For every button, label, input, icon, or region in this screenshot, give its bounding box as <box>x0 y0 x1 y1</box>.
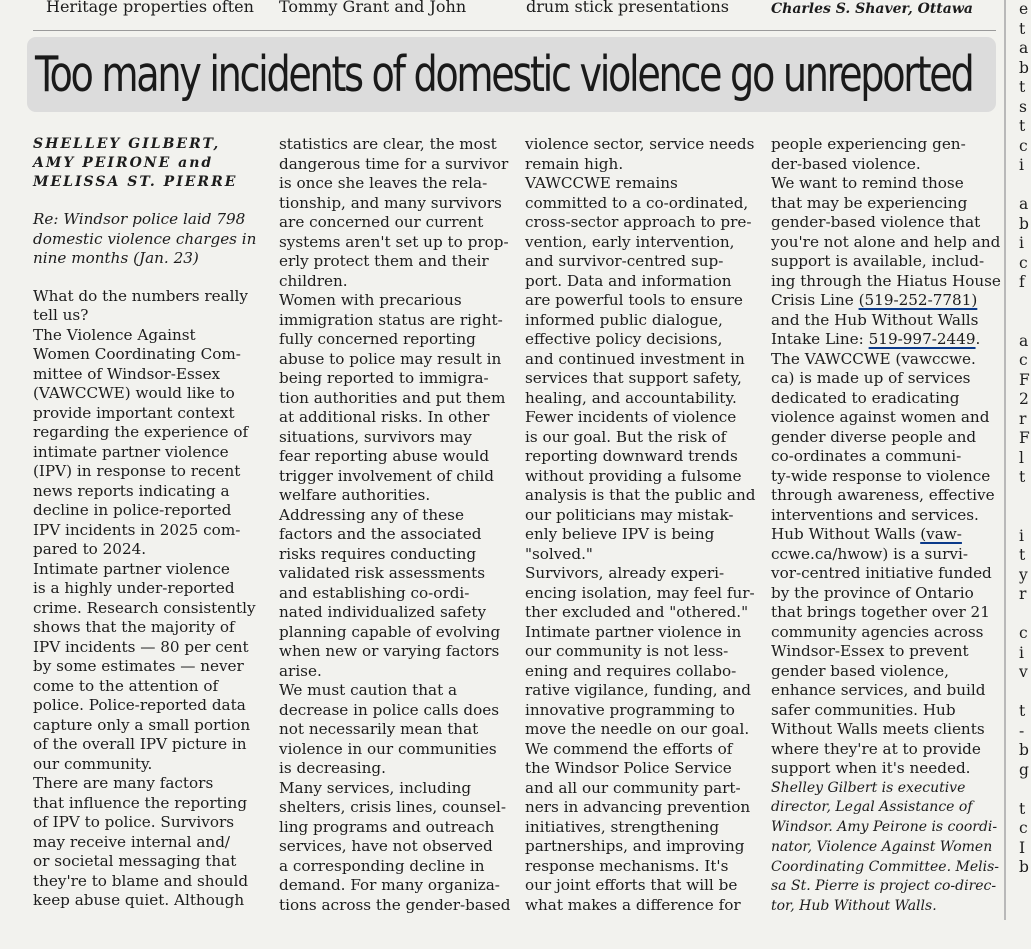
text-line: demand. For many organiza- <box>279 876 500 894</box>
edge-fragment <box>1019 488 1031 508</box>
text-line: healing, and accountability. <box>525 388 737 407</box>
re-note-line: domestic violence charges in <box>33 229 257 248</box>
text-line: welfare authorities. <box>279 486 431 504</box>
text-line: shows that the majority of <box>33 618 235 636</box>
text-line: We must caution that a <box>279 681 458 699</box>
text-line: our community is not less- <box>525 642 729 660</box>
edge-fragment: e <box>1019 0 1029 18</box>
edge-fragment: i <box>1019 156 1024 174</box>
edge-fragment: F <box>1019 370 1030 389</box>
edge-fragment: c <box>1019 624 1028 642</box>
byline <box>33 135 257 192</box>
edge-fragment: a <box>1019 331 1029 350</box>
edge-fragment: b <box>1019 58 1029 77</box>
text-line: community agencies across <box>771 622 984 641</box>
text-line: the Windsor Police Service <box>525 759 732 777</box>
text-line: and all our community part- <box>525 778 741 797</box>
edge-fragment: F <box>1019 429 1030 447</box>
text-line: of IPV to police. Survivors <box>33 813 235 831</box>
text-line: violence sector, service needs <box>525 135 755 153</box>
text-line: enly believe IPV is being <box>525 525 715 543</box>
text-line: keep abuse quiet. Although <box>33 891 245 909</box>
edge-fragment <box>1019 605 1031 625</box>
column-2-text <box>279 135 511 915</box>
text-line: news reports indicating a <box>33 481 230 500</box>
edge-fragment <box>1019 176 1031 196</box>
text-line: ening and requires collabo- <box>525 661 737 680</box>
byline-line: AMY PEIRONE and <box>33 155 214 171</box>
edge-fragment: y <box>1019 565 1028 584</box>
text-line: children. <box>279 271 348 290</box>
edge-fragment: c <box>1019 253 1028 272</box>
text-line: analysis is that the public and <box>525 486 756 504</box>
edge-fragment <box>1019 780 1031 800</box>
text-line: Survivors, already experi- <box>525 564 725 582</box>
text-line: and establishing co-ordi- <box>279 583 470 602</box>
text-line: We commend the efforts of <box>525 739 733 758</box>
edge-fragment: c <box>1019 819 1028 837</box>
text-line: initiatives, strengthening <box>525 817 720 836</box>
text-line: come to the attention of <box>33 676 219 695</box>
text-line: vention, early intervention, <box>525 232 735 251</box>
text-line: gender based violence, <box>771 661 949 680</box>
text-line: support when it's needed. <box>771 759 971 777</box>
text-line: and survivor-centred sup- <box>525 252 724 270</box>
text-line: provide important context <box>33 403 235 422</box>
byline-line: SHELLEY GILBERT, <box>33 136 221 152</box>
text-line: they're to blame and should <box>33 871 249 890</box>
text-line: Fewer incidents of violence <box>525 408 737 426</box>
text-line: Addressing any of these <box>279 505 464 524</box>
text-line: partnerships, and improving <box>525 837 745 855</box>
edge-fragment: t <box>1019 546 1026 564</box>
column-divider <box>1004 0 1006 920</box>
text-line: ca) is made up of services <box>771 369 971 387</box>
text-line: violence in our communities <box>279 739 497 758</box>
text-line: decline in police-reported <box>33 501 232 519</box>
edge-fragment: 2 <box>1019 390 1029 408</box>
text-line: statistics are clear, the most <box>279 135 497 153</box>
text-line: Hub Without Walls (vaw- <box>771 525 962 543</box>
edge-fragment: i <box>1019 234 1024 252</box>
text-line: is decreasing. <box>279 759 386 777</box>
text-line: when new or varying factors <box>279 642 500 660</box>
edge-fragment: a <box>1019 39 1029 57</box>
text-line: erly protect them and their <box>279 252 489 270</box>
text-line: committed to a co-ordinated, <box>525 193 749 212</box>
edge-fragment: s <box>1019 97 1027 116</box>
text-line: IPV incidents in 2025 com- <box>33 520 241 539</box>
edge-fragment: i <box>1019 526 1024 545</box>
edge-fragment: b <box>1019 741 1029 759</box>
text-line: (VAWCCWE) would like to <box>33 384 235 402</box>
text-line: (IPV) in response to recent <box>33 462 241 480</box>
text-line: through awareness, effective <box>771 486 995 504</box>
text-line: Shelley Gilbert is executive <box>771 779 966 796</box>
edge-fragment: t <box>1019 117 1026 135</box>
edge-fragment: I <box>1019 838 1026 857</box>
text-line: ners in advancing prevention <box>525 798 751 816</box>
text-line: fear reporting abuse would <box>279 447 490 465</box>
link[interactable]: (vaw- <box>920 525 962 543</box>
text-line: intimate partner violence <box>33 442 229 461</box>
text-line: encing isolation, may feel fur- <box>525 583 755 602</box>
text-line: tion authorities and put them <box>279 388 506 407</box>
edge-fragment: t <box>1019 702 1026 720</box>
text-line: or societal messaging that <box>33 852 237 870</box>
text-line: is a highly under-reported <box>33 579 235 597</box>
text-line: sa St. Pierre is project co-direc- <box>771 878 997 895</box>
edge-fragment: r <box>1019 409 1027 428</box>
text-line: decrease in police calls does <box>279 700 500 719</box>
text-line: dangerous time for a survivor <box>279 154 509 173</box>
text-line: response mechanisms. It's <box>525 856 729 875</box>
edge-fragment: c <box>1019 136 1028 155</box>
text-line: The Violence Against <box>33 325 196 344</box>
re-note-line: nine months (Jan. 23) <box>33 249 199 267</box>
edge-fragment: r <box>1019 585 1027 603</box>
text-line: Crisis Line (519-252-7781) <box>771 291 978 309</box>
text-line: ccwe.ca/hwow) is a survi- <box>771 544 968 563</box>
text-line: is once she leaves the rela- <box>279 174 488 192</box>
text-line: by the province of Ontario <box>771 583 974 602</box>
text-line: ther excluded and "othered." <box>525 603 749 621</box>
text-line: nated individualized safety <box>279 603 487 621</box>
link[interactable]: (519-252-7781) <box>858 291 978 309</box>
text-line: ling programs and outreach <box>279 817 495 836</box>
text-line: are concerned our current <box>279 213 484 231</box>
edge-fragment: t <box>1019 19 1026 38</box>
text-line: What do the numbers really <box>33 286 248 305</box>
edge-fragment: c <box>1019 351 1028 369</box>
text-line: The VAWCCWE (vawccwe. <box>771 349 976 368</box>
text-line: reporting downward trends <box>525 447 738 465</box>
text-line: Intake Line: 519-997-2449. <box>771 330 981 348</box>
author-credit <box>771 779 999 918</box>
prev-article-snippet-3: drum stick presentations <box>526 0 729 16</box>
text-line: crime. Research consistently <box>33 598 256 617</box>
text-line: by some estimates — never <box>33 657 244 675</box>
text-line: regarding the experience of <box>33 423 249 441</box>
text-line: rative vigilance, funding, and <box>525 681 752 699</box>
text-line: capture only a small portion <box>33 715 251 734</box>
text-line: interventions and services. <box>771 505 979 524</box>
text-line: situations, survivors may <box>279 427 472 446</box>
text-line: where they're at to provide <box>771 739 981 758</box>
text-line: Windsor-Essex to prevent <box>771 642 969 660</box>
re-note-line: Re: Windsor police laid 798 <box>33 210 246 228</box>
text-line: Intimate partner violence <box>33 559 230 578</box>
text-line: Women Coordinating Com- <box>33 345 241 363</box>
text-line: that influence the reporting <box>33 793 248 812</box>
text-line: a corresponding decline in <box>279 856 485 875</box>
text-line: validated risk assessments <box>279 564 485 582</box>
edge-fragment: t <box>1019 468 1026 486</box>
text-line: vor-centred initiative funded <box>771 564 992 582</box>
text-line: port. Data and information <box>525 271 732 290</box>
column-1 <box>33 135 257 911</box>
text-line: VAWCCWE remains <box>525 174 678 192</box>
text-line: tionship, and many survivors <box>279 193 502 212</box>
text-line: There are many factors <box>33 774 214 792</box>
text-line: ty-wide response to violence <box>771 466 991 485</box>
edge-fragment <box>1019 683 1031 703</box>
text-line: IPV incidents — 80 per cent <box>33 637 249 656</box>
text-line: "solved." <box>525 544 593 563</box>
headline: Too many incidents of domestic violence go unreported <box>35 46 973 103</box>
text-line: nator, Violence Against Women <box>771 838 993 855</box>
prev-article-snippet-1: Heritage properties often <box>46 0 254 16</box>
edge-fragment: t <box>1019 78 1026 96</box>
text-line: Women with precarious <box>279 291 462 309</box>
text-line: our community. <box>33 754 153 773</box>
adjacent-article-edge <box>1019 0 1031 878</box>
text-line: ing through the Hiatus House <box>771 271 1001 290</box>
text-line: without providing a fulsome <box>525 466 742 485</box>
text-line: trigger involvement of child <box>279 466 494 485</box>
byline-line: MELISSA ST. PIERRE <box>33 174 238 190</box>
text-line: not necessarily mean that <box>279 720 479 738</box>
text-line: immigration status are right- <box>279 310 503 329</box>
text-line: innovative programming to <box>525 700 735 719</box>
text-line: mittee of Windsor-Essex <box>33 364 221 383</box>
text-line: shelters, crisis lines, counsel- <box>279 798 507 816</box>
text-line: factors and the associated <box>279 525 482 543</box>
column-1-text <box>33 287 257 911</box>
text-line: services, have not observed <box>279 837 493 855</box>
text-line: and continued investment in <box>525 349 745 368</box>
text-line: our joint efforts that will be <box>525 876 738 894</box>
text-line: cross-sector approach to pre- <box>525 213 752 231</box>
text-line: tell us? <box>33 306 89 324</box>
text-line: tions across the gender-based <box>279 895 511 914</box>
edge-fragment <box>1019 312 1031 332</box>
text-line: you're not alone and help and <box>771 232 1001 251</box>
text-line: what makes a difference for <box>525 895 741 914</box>
text-line: We want to remind those <box>771 174 964 192</box>
text-line: violence against women and <box>771 408 990 426</box>
top-divider <box>33 30 996 31</box>
re-note <box>33 210 257 269</box>
text-line: is our goal. But the risk of <box>525 427 727 446</box>
column-4-text <box>771 135 1001 779</box>
text-line: services that support safety, <box>525 369 742 387</box>
text-line: at additional risks. In other <box>279 408 490 426</box>
link[interactable]: 519-997-2449 <box>868 330 976 348</box>
text-line: and the Hub Without Walls <box>771 310 979 329</box>
text-line: Intimate partner violence in <box>525 622 742 641</box>
text-line: may receive internal and/ <box>33 832 231 851</box>
text-line: police. Police-reported data <box>33 696 246 714</box>
edge-fragment: l <box>1019 448 1024 467</box>
edge-fragment <box>1019 507 1031 527</box>
edge-fragment: f <box>1019 273 1025 291</box>
text-line: that may be experiencing <box>771 193 968 212</box>
text-line: co-ordinates a communi- <box>771 447 962 465</box>
text-line: safer communities. Hub <box>771 700 956 719</box>
text-line: gender diverse people and <box>771 427 977 446</box>
text-line: gender-based violence that <box>771 213 981 231</box>
text-line: fully concerned reporting <box>279 330 476 348</box>
text-line: systems aren't set up to prop- <box>279 232 509 251</box>
text-line: support is available, includ- <box>771 252 985 270</box>
text-line: people experiencing gen- <box>771 135 966 153</box>
text-line: being reported to immigra- <box>279 369 489 387</box>
text-line: risks requires conducting <box>279 544 477 563</box>
text-line: that brings together over 21 <box>771 603 990 621</box>
text-line: are powerful tools to ensure <box>525 291 743 309</box>
edge-fragment: i <box>1019 643 1024 662</box>
text-line: Many services, including <box>279 778 472 797</box>
text-line: director, Legal Assistance of <box>771 799 973 816</box>
edge-fragment: a <box>1019 195 1029 213</box>
edge-fragment: t <box>1019 799 1026 818</box>
text-line: der-based violence. <box>771 154 921 173</box>
text-line: move the needle on our goal. <box>525 720 750 738</box>
prev-article-snippet-2: Tommy Grant and John <box>279 0 467 16</box>
text-line: our politicians may mistak- <box>525 505 734 524</box>
edge-fragment: b <box>1019 214 1029 233</box>
column-3-text <box>525 135 756 915</box>
text-line: of the overall IPV picture in <box>33 735 247 753</box>
text-line: remain high. <box>525 154 624 173</box>
edge-fragment: b <box>1019 858 1029 876</box>
edge-fragment: g <box>1019 760 1029 779</box>
text-line: dedicated to eradicating <box>771 388 960 407</box>
prev-letter-credit: Charles S. Shaver, Ottawa <box>771 1 973 17</box>
text-line: abuse to police may result in <box>279 349 502 368</box>
column-3 <box>525 135 756 915</box>
edge-fragment <box>1019 293 1031 313</box>
edge-fragment: v <box>1019 663 1028 681</box>
text-line: planning capable of evolving <box>279 622 501 641</box>
text-line: tor, Hub Without Walls. <box>771 898 937 915</box>
column-4 <box>771 135 1001 917</box>
headline-banner <box>27 37 996 112</box>
text-line: pared to 2024. <box>33 540 147 558</box>
column-2 <box>279 135 511 915</box>
text-line: enhance services, and build <box>771 681 986 699</box>
text-line: informed public dialogue, <box>525 310 723 329</box>
text-line: effective policy decisions, <box>525 330 723 348</box>
text-line: Without Walls meets clients <box>771 720 985 738</box>
text-line: Windsor. Amy Peirone is coordi- <box>771 819 998 836</box>
text-line: arise. <box>279 661 322 680</box>
edge-fragment: - <box>1019 721 1025 740</box>
text-line: Coordinating Committee. Melis- <box>771 858 999 875</box>
